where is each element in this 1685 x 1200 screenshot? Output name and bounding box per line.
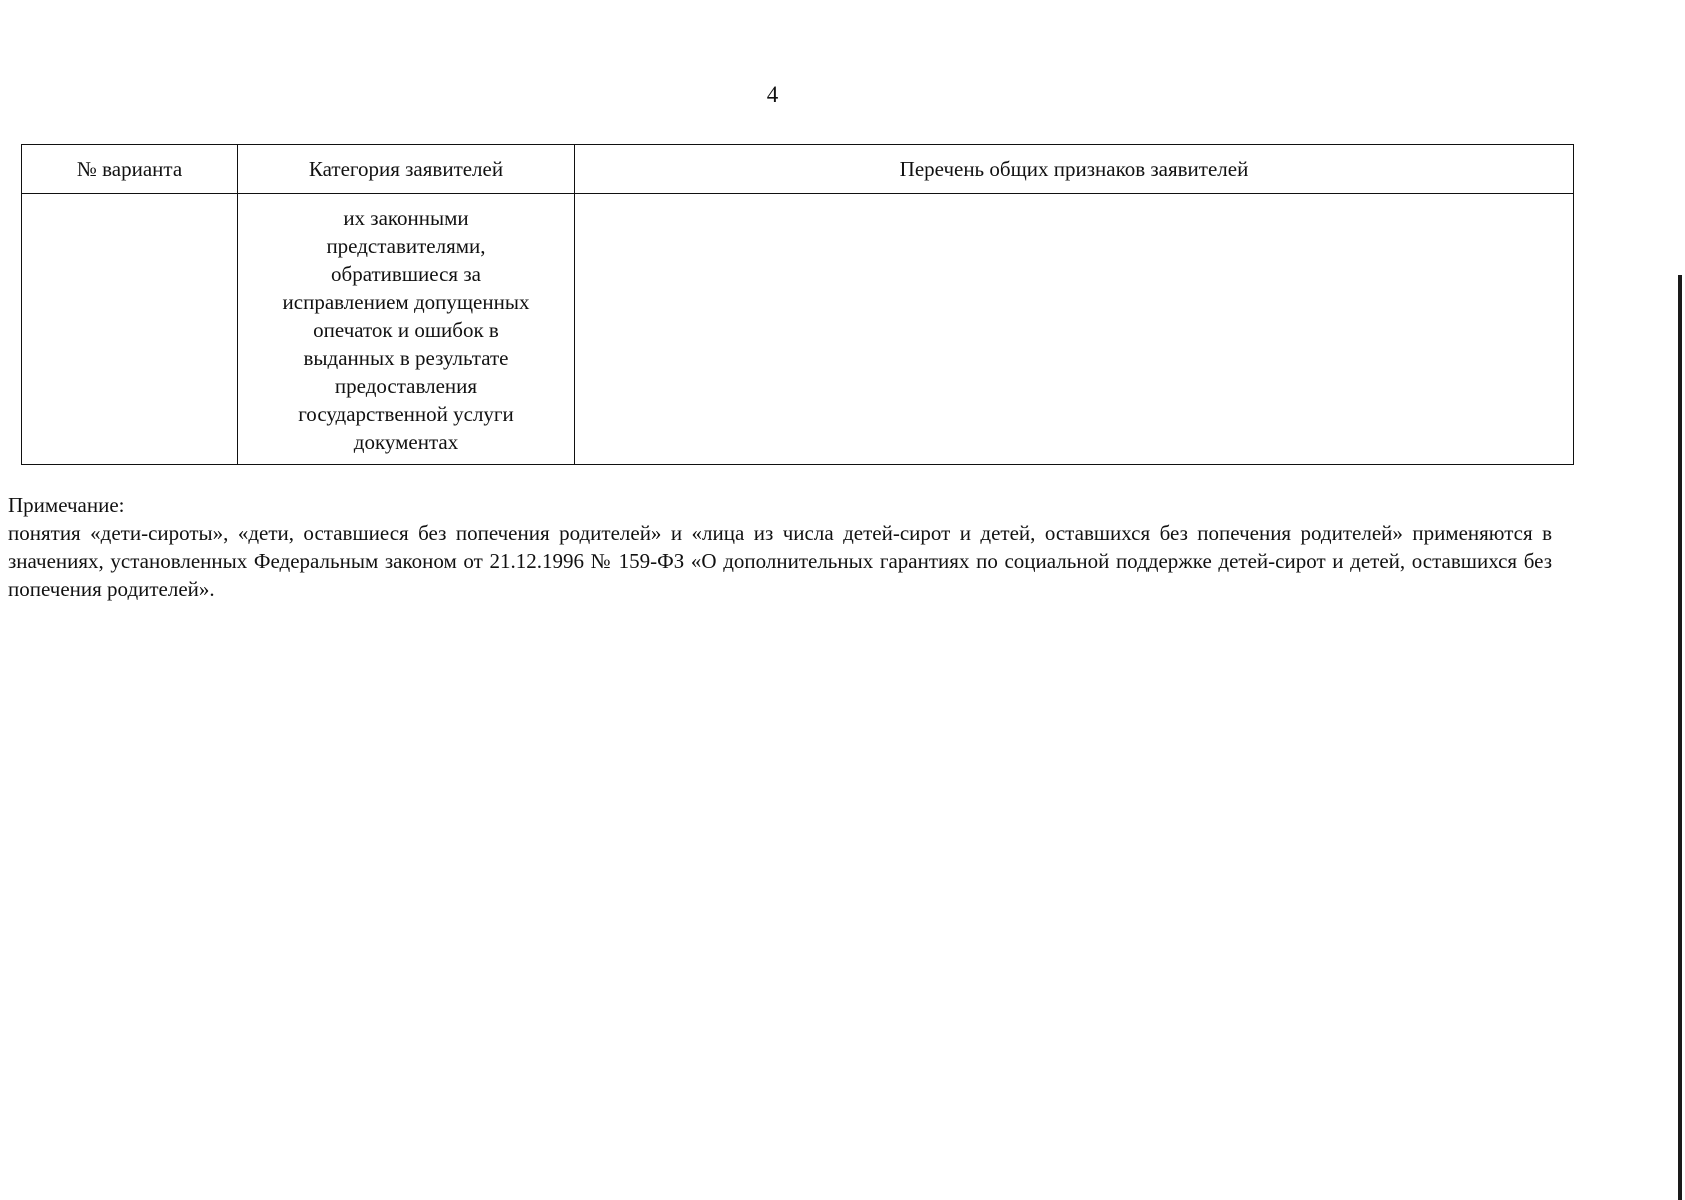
cell-applicant-category <box>238 194 575 465</box>
note-title: Примечание: <box>8 493 125 517</box>
category-line: обратившиеся за <box>331 262 481 286</box>
column-header-applicant-category: Категория заявителей <box>238 145 575 194</box>
scan-edge-shadow <box>1678 275 1682 1200</box>
category-line: предоставления <box>334 374 478 398</box>
category-line: опечаток и ошибок в <box>313 318 499 342</box>
page-number: 4 <box>766 82 779 107</box>
category-line: выданных в результате <box>303 346 509 370</box>
note-text: понятия «дети-сироты», «дети, оставшиеся без попечения родителей» и «лица из числа детей-сирот и детей, оставшихся без попечения родителей» применяются в значениях, установленных Федеральным законом от 21.12.1996 № 159-ФЗ «О дополнительных гарантиях по социальной поддержке детей-сирот и детей, оставшихся без попечения родителей». <box>8 521 1552 601</box>
column-header-variant-number: № варианта <box>22 145 238 194</box>
category-line: представителями, <box>326 234 486 258</box>
cell-common-features <box>575 194 1574 465</box>
applicant-variants-table <box>21 144 1574 465</box>
table-row <box>22 194 1574 465</box>
category-line: государственной услуги <box>298 402 514 426</box>
cell-variant-number <box>22 194 238 465</box>
category-line: исправлением допущенных <box>282 290 530 314</box>
category-line: их законными <box>343 206 469 230</box>
column-header-common-features: Перечень общих признаков заявителей <box>575 145 1574 194</box>
table-header-row <box>22 145 1574 194</box>
category-line: документах <box>353 430 459 454</box>
note-section <box>8 491 1552 603</box>
